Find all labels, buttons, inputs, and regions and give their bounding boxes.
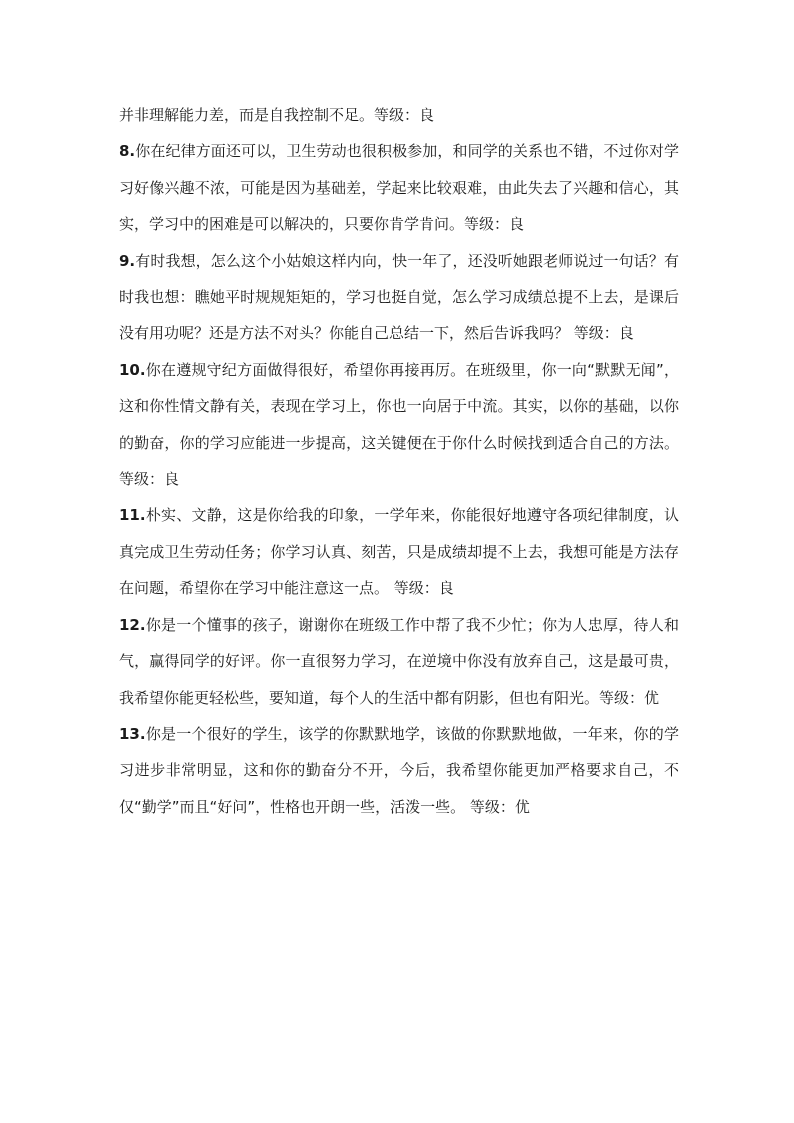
- paragraph-continuation: [119, 97, 679, 133]
- paragraph-text: 你在遵规守纪方面做得很好，希望你再接再厉。在班级里，你一向“默默无闻”，这和你性情文静有关，表现在学习上，你也一向居于中流。其实，以你的基础，以你的勤奋，你的学习应能进一步提高，这关键便在于你什么时候找到适合自己的方法。 等级：良: [119, 360, 679, 489]
- paragraph-9: [119, 243, 679, 352]
- paragraph-text: 你是一个很好的学生，该学的你默默地学，该做的你默默地做，一年来，你的学习进步非常明显，这和你的勤奋分不开，今后，我希望你能更加严格要求自己，不仅“勤学”而且“好问”，性格也开朗一些，活泼一些。 等级：优: [119, 724, 679, 816]
- paragraph-number: 11.: [119, 506, 146, 525]
- paragraph-text: 你在纪律方面还可以，卫生劳动也很积极参加，和同学的关系也不错，不过你对学习好像兴趣不浓，可能是因为基础差，学起来比较艰难，由此失去了兴趣和信心，其实，学习中的困难是可以解决的，只要你肯学肯问。等级：良: [119, 142, 679, 234]
- paragraph-text: 你是一个懂事的孩子，谢谢你在班级工作中帮了我不少忙；你为人忠厚，待人和气，赢得同学的好评。你一直很努力学习，在逆境中你没有放弃自己，这是最可贵，我希望你能更轻松些，要知道，每个人的生活中都有阴影，但也有阳光。等级：优: [119, 615, 679, 707]
- paragraph-number: 10.: [119, 360, 146, 379]
- paragraph-number: 9.: [119, 251, 136, 270]
- paragraph-13: [119, 716, 679, 825]
- paragraph-text: 有时我想，怎么这个小姑娘这样内向，快一年了，还没听她跟老师说过一句话？有时我也想：瞧她平时规规矩矩的，学习也挺自觉，怎么学习成绩总提不上去，是课后没有用功呢？还是方法不对头？你能自己总结一下，然后告诉我吗？ 等级：良: [119, 251, 679, 343]
- paragraph-8: [119, 133, 679, 242]
- paragraph-number: 8.: [119, 142, 136, 161]
- paragraph-11: [119, 497, 679, 606]
- paragraph-10: [119, 352, 679, 498]
- paragraph-text: 朴实、文静，这是你给我的印象，一学年来，你能很好地遵守各项纪律制度，认真完成卫生劳动任务；你学习认真、刻苦，只是成绩却提不上去，我想可能是方法存在问题，希望你在学习中能注意这一点。 等级：良: [119, 506, 679, 598]
- document-body: [119, 97, 679, 825]
- paragraph-number: 13.: [119, 724, 146, 743]
- paragraph-number: 12.: [119, 615, 146, 634]
- paragraph-12: [119, 607, 679, 716]
- paragraph-text: 并非理解能力差，而是自我控制不足。等级：良: [119, 106, 435, 124]
